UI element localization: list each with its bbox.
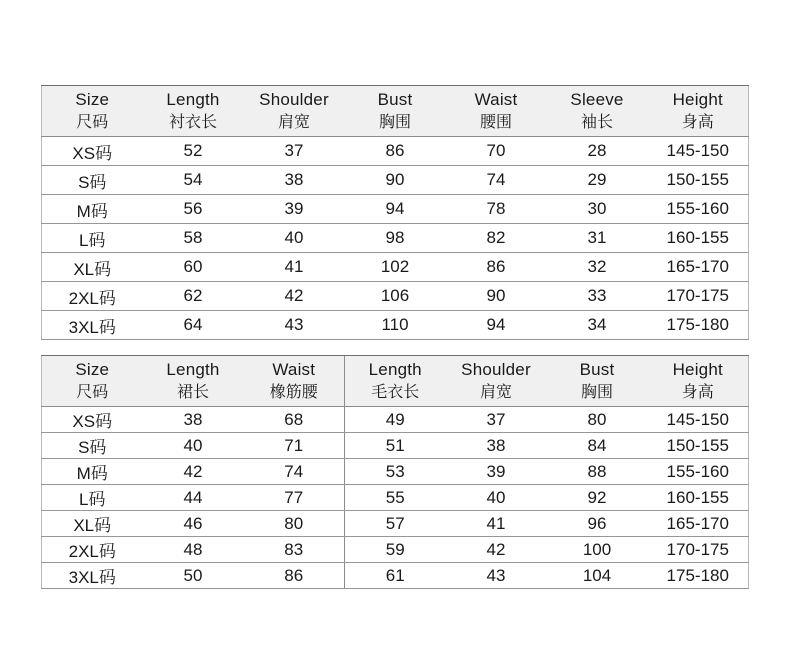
header-row: [42, 86, 749, 137]
measurement-cell: 29: [547, 166, 648, 195]
size-table-bottom-header: [42, 356, 749, 407]
header-label-zh: 肩宽: [479, 384, 512, 401]
header-label-en: Size: [75, 360, 110, 379]
size-label-cell: M码: [42, 195, 143, 224]
header-row: [42, 356, 749, 407]
measurement-cell: 104: [547, 563, 648, 589]
table-row: [42, 253, 749, 282]
measurement-cell: 86: [345, 137, 446, 166]
measurement-cell: 52: [143, 137, 244, 166]
header-label-en: Height: [672, 360, 723, 379]
table-row: [42, 224, 749, 253]
measurement-cell: 98: [345, 224, 446, 253]
header-label-en: Bust: [579, 360, 615, 379]
measurement-cell: 83: [244, 537, 345, 563]
size-table-bottom-body: [42, 407, 749, 589]
measurement-cell: 68: [244, 407, 345, 433]
measurement-cell: 53: [345, 459, 446, 485]
size-label-cell: 3XL码: [42, 563, 143, 589]
measurement-cell: 90: [345, 166, 446, 195]
measurement-cell: 46: [143, 511, 244, 537]
measurement-cell: 60: [143, 253, 244, 282]
header-label-zh: 腰围: [479, 114, 512, 131]
measurement-cell: 64: [143, 311, 244, 340]
measurement-cell: 88: [547, 459, 648, 485]
measurement-cell: 150-155: [648, 433, 749, 459]
size-label-cell: L码: [42, 485, 143, 511]
measurement-cell: 170-175: [648, 282, 749, 311]
table-row: [42, 282, 749, 311]
size-label-cell: 3XL码: [42, 311, 143, 340]
measurement-cell: 38: [244, 166, 345, 195]
header-cell: [345, 86, 446, 137]
header-label-zh: 尺码: [76, 114, 109, 131]
header-cell: [244, 86, 345, 137]
header-label-en: Shoulder: [259, 90, 329, 109]
measurement-cell: 41: [244, 253, 345, 282]
measurement-cell: 42: [244, 282, 345, 311]
measurement-cell: 48: [143, 537, 244, 563]
measurement-cell: 43: [446, 563, 547, 589]
measurement-cell: 86: [244, 563, 345, 589]
size-label-cell: M码: [42, 459, 143, 485]
measurement-cell: 54: [143, 166, 244, 195]
measurement-cell: 59: [345, 537, 446, 563]
table-row: [42, 137, 749, 166]
measurement-cell: 31: [547, 224, 648, 253]
header-label-en: Waist: [272, 360, 316, 379]
size-table-top-body: [42, 137, 749, 340]
size-label-cell: XL码: [42, 511, 143, 537]
measurement-cell: 32: [547, 253, 648, 282]
header-label-zh: 毛衣长: [371, 384, 420, 401]
measurement-cell: 106: [345, 282, 446, 311]
size-label-cell: XL码: [42, 253, 143, 282]
measurement-cell: 55: [345, 485, 446, 511]
measurement-cell: 82: [446, 224, 547, 253]
header-cell: [648, 86, 749, 137]
header-cell: [547, 86, 648, 137]
measurement-cell: 175-180: [648, 311, 749, 340]
header-label-zh: 裙长: [176, 384, 209, 401]
header-cell: [244, 356, 345, 407]
header-label-zh: 尺码: [76, 384, 109, 401]
measurement-cell: 40: [244, 224, 345, 253]
size-label-cell: 2XL码: [42, 282, 143, 311]
measurement-cell: 80: [547, 407, 648, 433]
measurement-cell: 38: [446, 433, 547, 459]
size-table-bottom: [41, 355, 749, 589]
measurement-cell: 145-150: [648, 137, 749, 166]
header-cell: [446, 86, 547, 137]
header-cell: [345, 356, 446, 407]
header-cell: [547, 356, 648, 407]
measurement-cell: 96: [547, 511, 648, 537]
measurement-cell: 155-160: [648, 195, 749, 224]
header-label-en: Size: [75, 90, 110, 109]
measurement-cell: 40: [446, 485, 547, 511]
header-cell: [143, 356, 244, 407]
measurement-cell: 84: [547, 433, 648, 459]
measurement-cell: 40: [143, 433, 244, 459]
measurement-cell: 44: [143, 485, 244, 511]
measurement-cell: 100: [547, 537, 648, 563]
header-cell: [648, 356, 749, 407]
table-row: [42, 433, 749, 459]
header-cell: [143, 86, 244, 137]
measurement-cell: 77: [244, 485, 345, 511]
header-label-zh: 胸围: [580, 384, 613, 401]
measurement-cell: 92: [547, 485, 648, 511]
measurement-cell: 56: [143, 195, 244, 224]
measurement-cell: 57: [345, 511, 446, 537]
measurement-cell: 94: [345, 195, 446, 224]
header-cell: [42, 356, 143, 407]
header-label-zh: 袖长: [580, 114, 613, 131]
table-row: [42, 563, 749, 589]
measurement-cell: 38: [143, 407, 244, 433]
header-label-en: Sleeve: [570, 90, 624, 109]
header-label-en: Length: [166, 360, 220, 379]
measurement-cell: 71: [244, 433, 345, 459]
measurement-cell: 33: [547, 282, 648, 311]
measurement-cell: 160-155: [648, 224, 749, 253]
measurement-cell: 50: [143, 563, 244, 589]
header-label-zh: 身高: [681, 114, 714, 131]
size-label-cell: L码: [42, 224, 143, 253]
size-table-top: [41, 85, 749, 340]
measurement-cell: 145-150: [648, 407, 749, 433]
measurement-cell: 170-175: [648, 537, 749, 563]
table-row: [42, 311, 749, 340]
size-label-cell: XS码: [42, 407, 143, 433]
measurement-cell: 61: [345, 563, 446, 589]
header-label-zh: 衬衣长: [168, 114, 217, 131]
measurement-cell: 70: [446, 137, 547, 166]
measurement-cell: 42: [143, 459, 244, 485]
measurement-cell: 160-155: [648, 485, 749, 511]
size-table-top-header: [42, 86, 749, 137]
size-label-cell: S码: [42, 166, 143, 195]
measurement-cell: 39: [244, 195, 345, 224]
measurement-cell: 34: [547, 311, 648, 340]
measurement-cell: 78: [446, 195, 547, 224]
measurement-cell: 28: [547, 137, 648, 166]
header-label-en: Height: [672, 90, 723, 109]
measurement-cell: 86: [446, 253, 547, 282]
measurement-cell: 74: [244, 459, 345, 485]
size-label-cell: 2XL码: [42, 537, 143, 563]
measurement-cell: 90: [446, 282, 547, 311]
header-label-en: Shoulder: [461, 360, 531, 379]
measurement-cell: 30: [547, 195, 648, 224]
measurement-cell: 58: [143, 224, 244, 253]
measurement-cell: 37: [446, 407, 547, 433]
measurement-cell: 175-180: [648, 563, 749, 589]
measurement-cell: 42: [446, 537, 547, 563]
measurement-cell: 110: [345, 311, 446, 340]
table-row: [42, 195, 749, 224]
measurement-cell: 94: [446, 311, 547, 340]
measurement-cell: 37: [244, 137, 345, 166]
measurement-cell: 165-170: [648, 511, 749, 537]
header-label-zh: 胸围: [378, 114, 411, 131]
table-row: [42, 459, 749, 485]
measurement-cell: 41: [446, 511, 547, 537]
measurement-cell: 80: [244, 511, 345, 537]
header-cell: [446, 356, 547, 407]
header-label-en: Bust: [377, 90, 413, 109]
measurement-cell: 155-160: [648, 459, 749, 485]
measurement-cell: 150-155: [648, 166, 749, 195]
header-label-zh: 身高: [681, 384, 714, 401]
table-row: [42, 537, 749, 563]
table-row: [42, 485, 749, 511]
measurement-cell: 74: [446, 166, 547, 195]
measurement-cell: 51: [345, 433, 446, 459]
measurement-cell: 39: [446, 459, 547, 485]
measurement-cell: 62: [143, 282, 244, 311]
header-label-zh: 橡筋腰: [269, 384, 318, 401]
table-row: [42, 407, 749, 433]
header-label-en: Waist: [474, 90, 518, 109]
measurement-cell: 43: [244, 311, 345, 340]
size-label-cell: XS码: [42, 137, 143, 166]
header-cell: [42, 86, 143, 137]
measurement-cell: 49: [345, 407, 446, 433]
measurement-cell: 102: [345, 253, 446, 282]
table-row: [42, 166, 749, 195]
header-label-zh: 肩宽: [277, 114, 310, 131]
header-label-en: Length: [368, 360, 422, 379]
table-row: [42, 511, 749, 537]
header-label-en: Length: [166, 90, 220, 109]
size-label-cell: S码: [42, 433, 143, 459]
measurement-cell: 165-170: [648, 253, 749, 282]
